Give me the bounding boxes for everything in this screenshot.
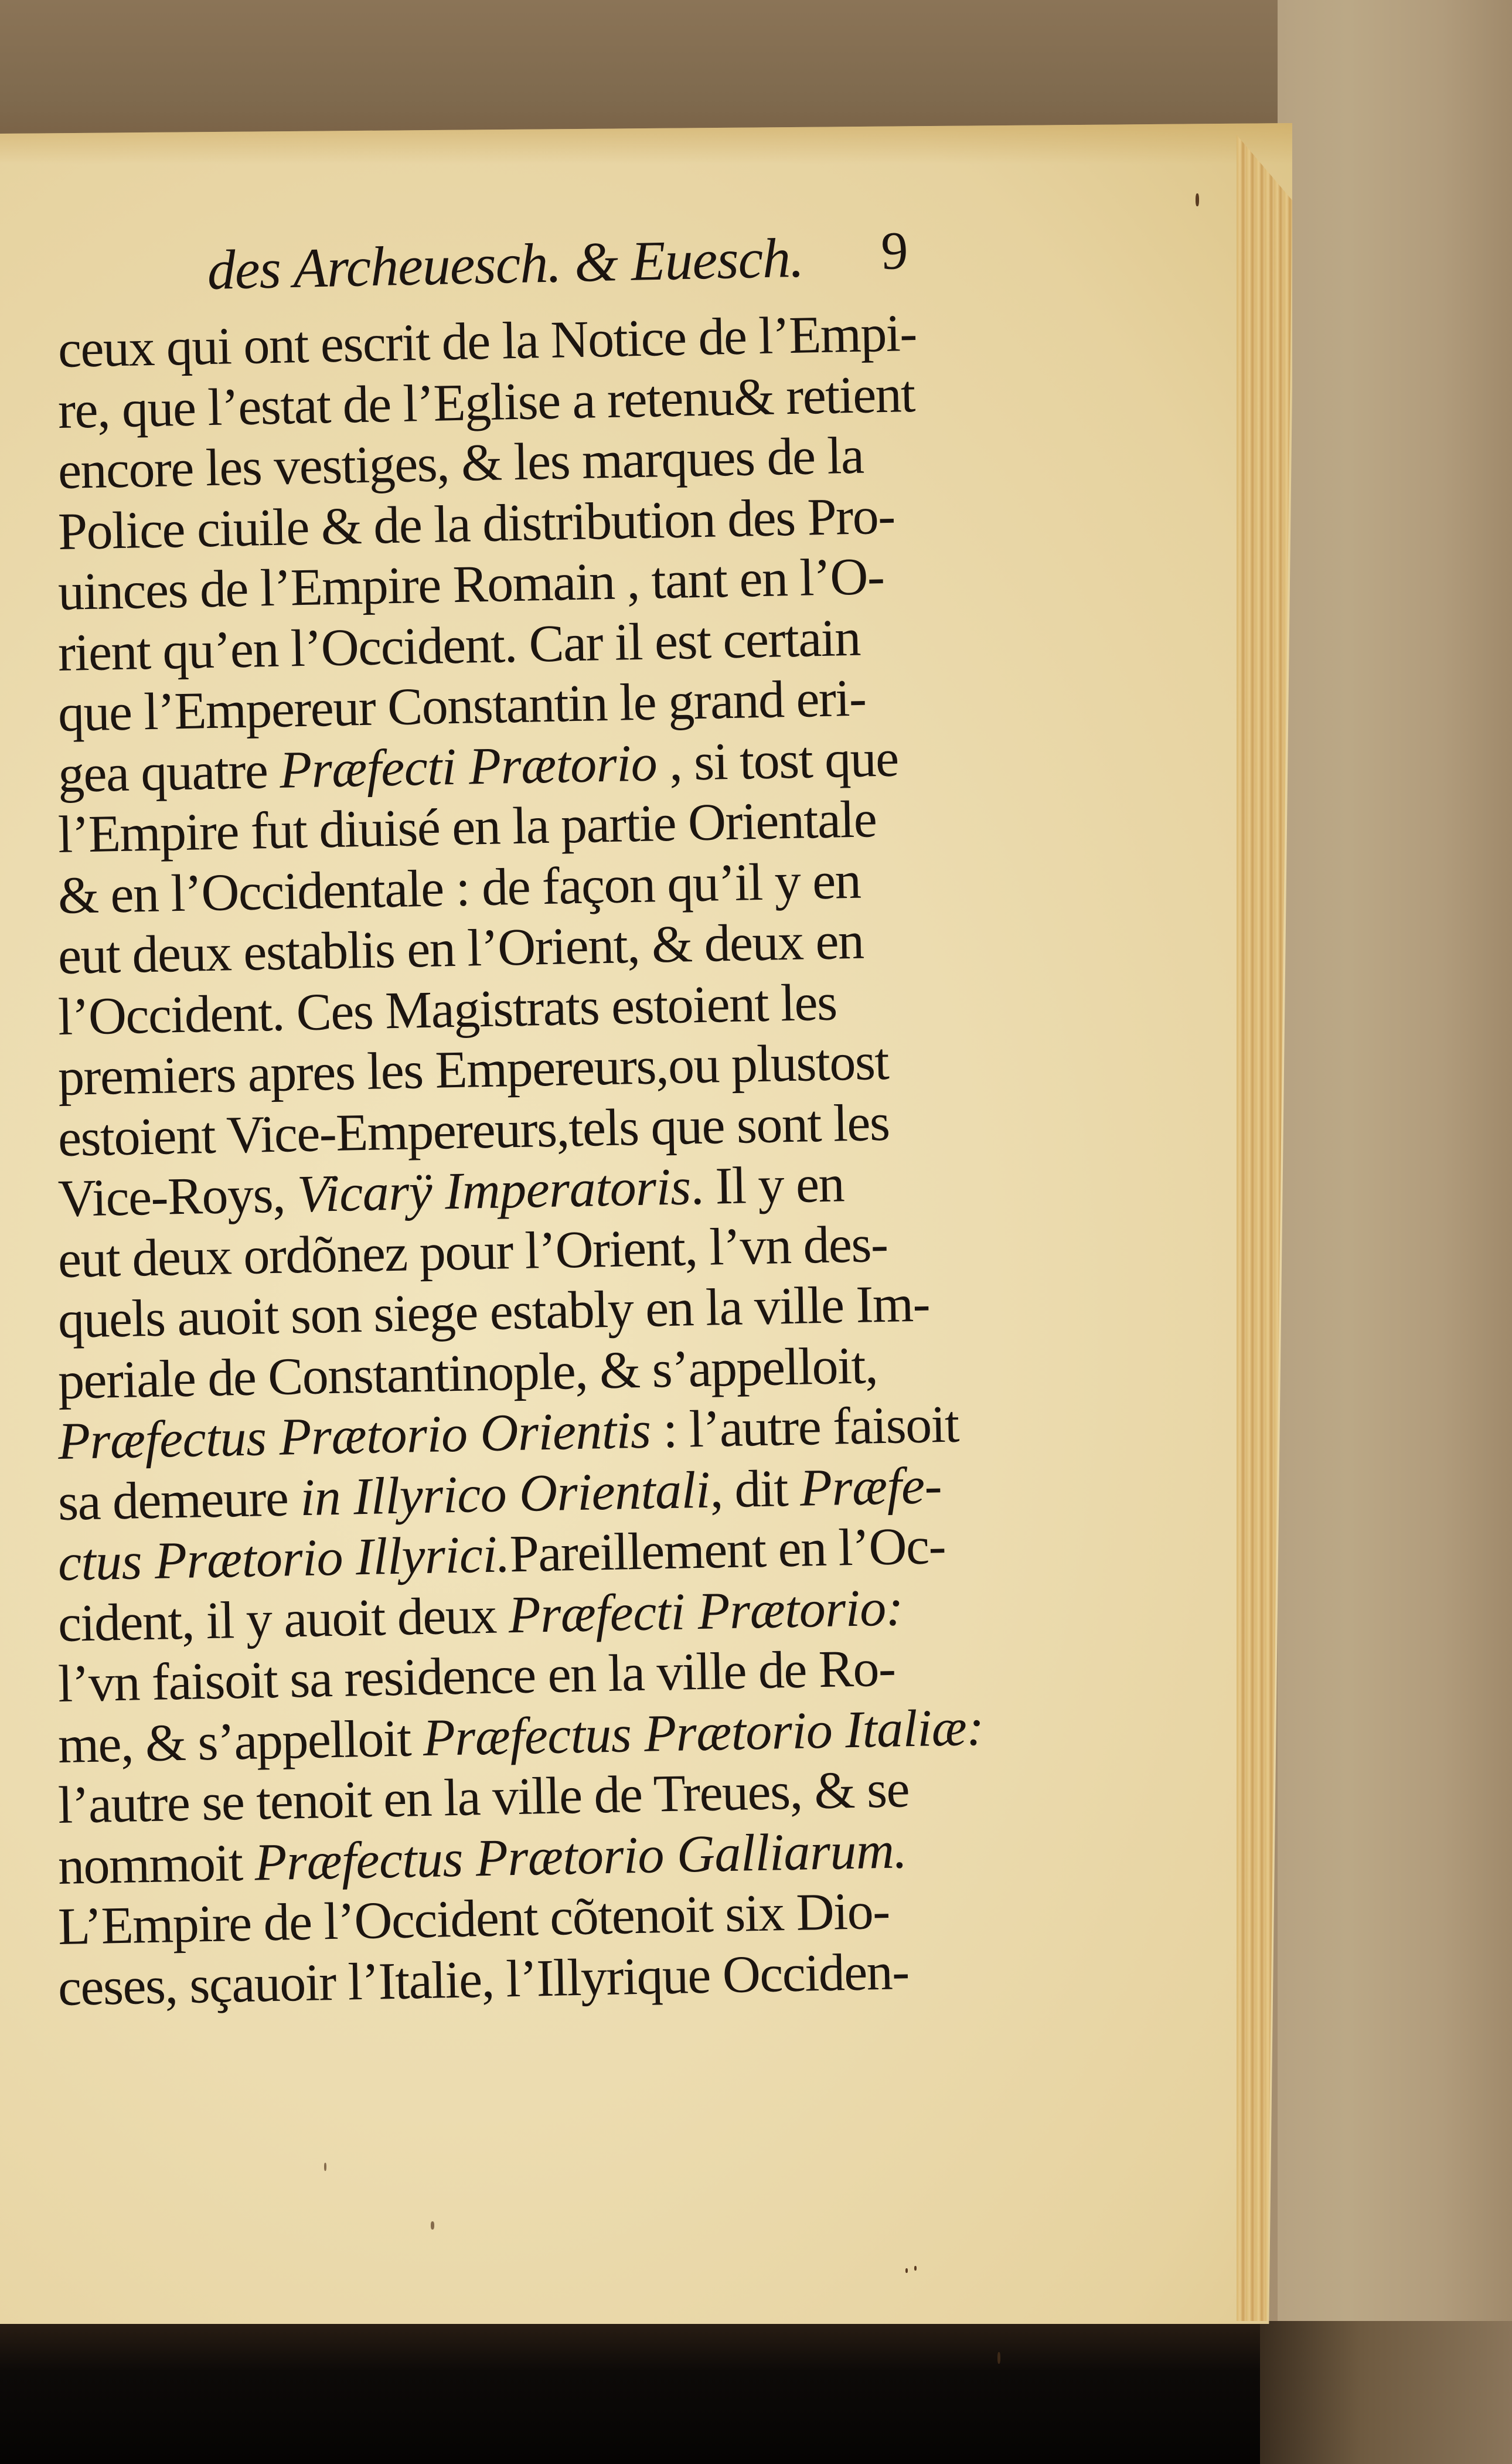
italic-latin-phrase: Præfectus Prætorio Orientis xyxy=(57,1401,652,1471)
text-segment: l’autre se tenoit en la ville de Treues, & se xyxy=(57,1760,910,1835)
text-segment: , dit xyxy=(709,1459,801,1519)
paper-speck xyxy=(997,2352,1000,2364)
text-segment: me, & s’appelloit xyxy=(57,1709,424,1774)
italic-latin-phrase: Præfecti Prætorio xyxy=(279,733,658,799)
italic-latin-phrase: in Illyrico Orientali xyxy=(299,1461,711,1527)
text-segment: L’Empire de l’Occident cõtenoit six Dio- xyxy=(57,1881,890,1956)
background-right xyxy=(1278,0,1512,2464)
text-segment: : l’autre faisoit xyxy=(650,1395,959,1459)
paper-speck xyxy=(905,2268,908,2273)
text-segment: rient qu’en l’Occident. Car il est certain xyxy=(57,608,861,682)
text-segment: sa demeure xyxy=(57,1468,301,1532)
text-segment: Vice-Roys, xyxy=(57,1165,298,1228)
text-segment: nommoit xyxy=(57,1833,256,1895)
italic-latin-phrase: Vicarÿ Imperatoris xyxy=(296,1158,692,1224)
paper-speck xyxy=(1196,193,1199,206)
text-segment: eut deux establis en l’Orient, & deux en xyxy=(57,911,864,986)
text-segment: Police ciuile & de la distribution des Pro- xyxy=(57,486,895,561)
paper-speck xyxy=(324,2163,326,2171)
text-segment: estoient Vice-Empereurs,tels que sont les xyxy=(57,1093,890,1168)
text-segment: cident, il y auoit deux xyxy=(57,1585,509,1653)
italic-latin-phrase: Præfectus Prætorio Italiæ: xyxy=(422,1698,985,1767)
running-head-title: des Archeuesch. & Euesch. xyxy=(206,226,805,302)
text-segment: Pareillement en l’Oc- xyxy=(509,1516,946,1584)
text-segment: l’vn faisoit sa residence en la ville de Ro- xyxy=(57,1639,896,1714)
text-segment: eut deux ordõnez pour l’Orient, l’vn des- xyxy=(57,1214,888,1289)
text-segment: l’Occident. Ces Magistrats estoient les xyxy=(57,973,837,1046)
text-segment: periale de Constantinople, & s’appelloit, xyxy=(57,1336,878,1410)
text-segment: ceux qui ont escrit de la Notice de l’Empi- xyxy=(57,304,917,379)
italic-latin-phrase: ctus Prætorio Illyrici. xyxy=(57,1525,510,1592)
paper-speck xyxy=(431,2221,434,2230)
paper-speck xyxy=(914,2266,917,2271)
text-segment: premiers apres les Empereurs,ou plustost xyxy=(57,1032,889,1107)
italic-latin-phrase: Præfe- xyxy=(799,1456,942,1517)
page-number: 9 xyxy=(880,220,909,281)
italic-latin-phrase: Præfecti Prætorio: xyxy=(508,1578,904,1644)
text-segment: que l’Empereur Constantin le grand eri- xyxy=(57,669,867,743)
text-segment: encore les vestiges, & les marques de la xyxy=(57,426,864,501)
background-bottom-right xyxy=(1260,2321,1512,2464)
body-text xyxy=(57,304,1067,2018)
text-segment: gea quatre xyxy=(57,741,281,804)
text-segment: uinces de l’Empire Romain , tant en l’O- xyxy=(57,547,885,622)
text-segment: & en l’Occidentale : de façon qu’il y en xyxy=(57,851,861,925)
italic-latin-phrase: Præfectus Prætorio Galliarum. xyxy=(254,1820,908,1892)
text-segment: . Il y en xyxy=(690,1155,844,1216)
text-segment: l’Empire fut diuisé en la partie Orientale xyxy=(57,790,877,865)
text-segment: re, que l’estat de l’Eglise a retenu& retient xyxy=(57,365,915,440)
text-segment: ceses, sçauoir l’Italie, l’Illyrique Occiden- xyxy=(57,1942,910,2017)
text-segment: , si tost que xyxy=(656,729,899,792)
text-segment: quels auoit son siege estably en la ville Im- xyxy=(57,1274,930,1350)
